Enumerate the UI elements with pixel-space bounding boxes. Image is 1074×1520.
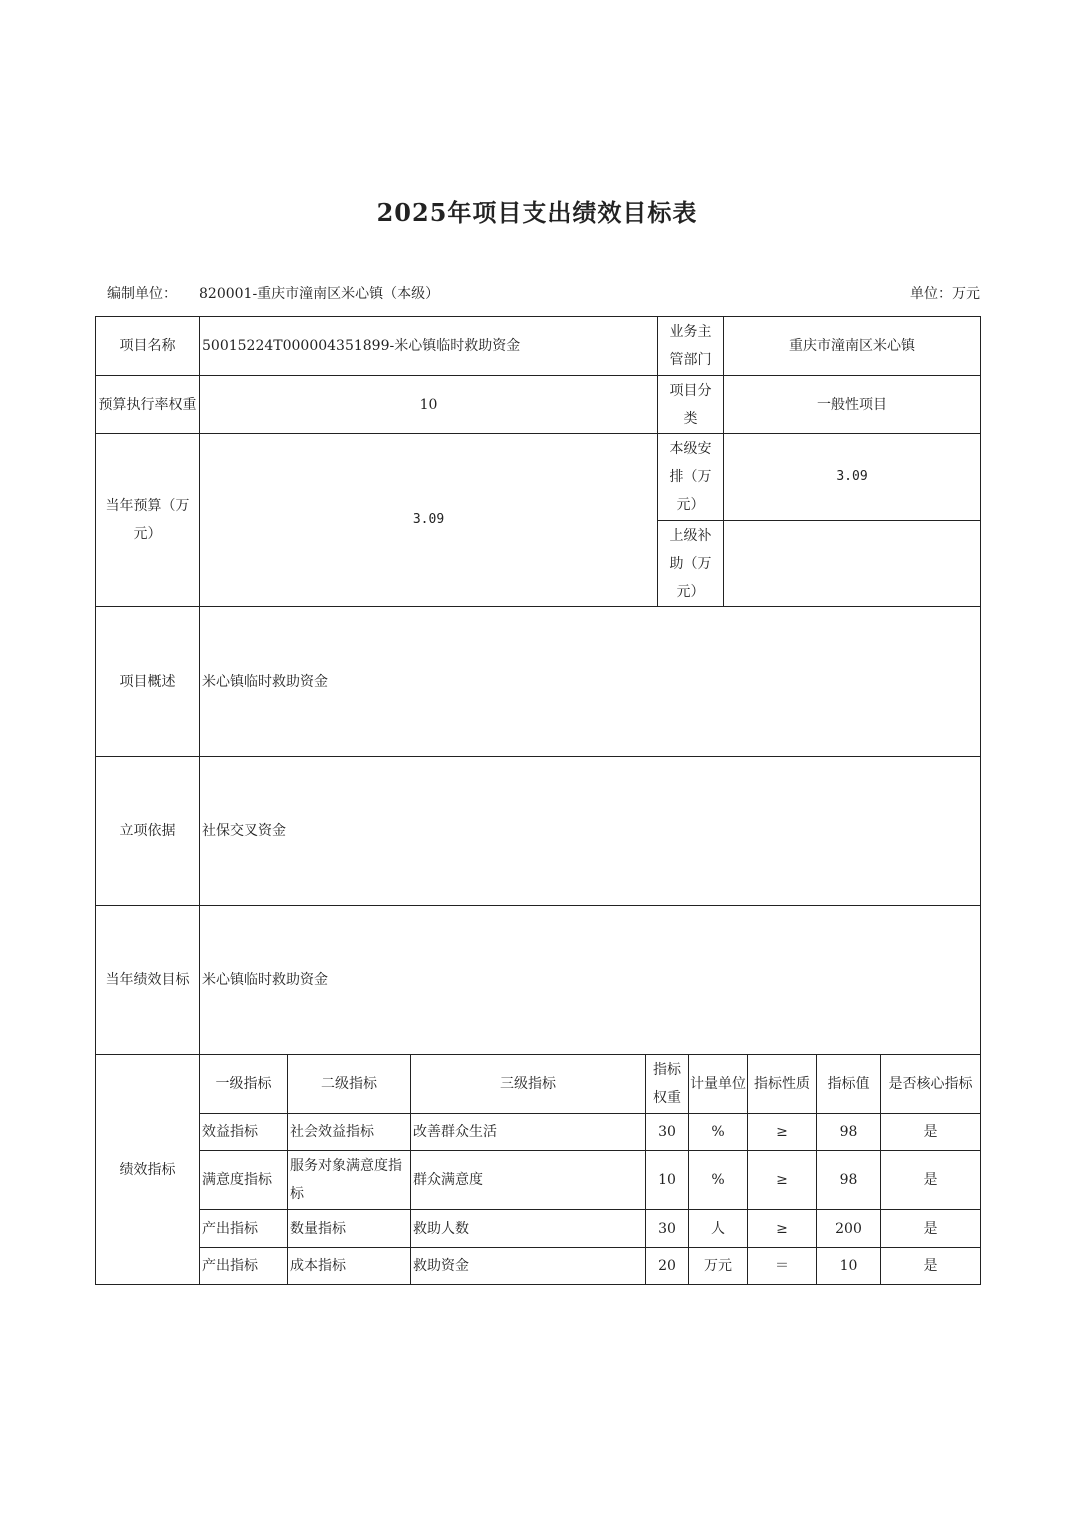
indicator-cell: 10 <box>658 1172 676 1188</box>
indicator-cell: 10 <box>839 1258 858 1274</box>
indicators-label: 绩效指标 <box>119 1161 176 1178</box>
col-header: 是否核心指标 <box>888 1076 973 1092</box>
grid-line <box>980 316 981 1285</box>
indicator-cell: 是 <box>923 1124 938 1140</box>
indicator-cell: ≥ <box>776 1172 788 1188</box>
indicator-cell: 成本指标 <box>290 1258 346 1274</box>
page-title: 2025年项目支出绩效目标表 <box>376 198 698 227</box>
compiling-unit <box>107 283 439 303</box>
indicator-cell: % <box>711 1124 725 1140</box>
indicator-cell: 服务对象满意度指标 <box>290 1158 402 1202</box>
indicator-cell: 30 <box>658 1124 676 1140</box>
compiling-unit-value: 820001-重庆市潼南区米心镇（本级） <box>199 286 440 302</box>
goal-label: 当年绩效目标 <box>105 972 190 988</box>
indicator-cell: 20 <box>658 1258 676 1274</box>
indicator-cell: 效益指标 <box>202 1124 258 1140</box>
overview-value: 米心镇临时救助资金 <box>202 673 328 690</box>
indicator-cell: 群众满意度 <box>413 1172 483 1188</box>
budget-label: 当年预算（万元） <box>105 498 190 542</box>
basis-value: 社保交叉资金 <box>202 823 286 839</box>
superior-value <box>724 521 980 606</box>
col-header: 指标权重 <box>653 1062 681 1106</box>
project-name-label: 项目名称 <box>119 338 176 354</box>
col-header: 计量单位 <box>690 1076 746 1092</box>
indicator-cell: 98 <box>839 1172 858 1188</box>
indicator-cell: 产出指标 <box>202 1220 258 1237</box>
local-label: 本级安排（万元） <box>669 441 712 513</box>
superior-label: 上级补助（万元） <box>669 527 712 600</box>
overview-label: 项目概述 <box>119 673 176 690</box>
indicator-cell: 产出指标 <box>202 1258 258 1274</box>
indicator-cell: 救助资金 <box>413 1258 469 1274</box>
indicator-cell: 30 <box>658 1220 676 1237</box>
indicator-cell: 数量指标 <box>290 1220 346 1237</box>
indicator-cell: 是 <box>923 1172 938 1188</box>
indicator-cell: 万元 <box>704 1258 732 1274</box>
rate-value: 10 <box>419 396 438 413</box>
local-value: 3.09 <box>836 469 868 484</box>
col-header: 三级指标 <box>500 1076 556 1092</box>
category-value: 一般性项目 <box>817 396 887 413</box>
indicator-cell: 是 <box>923 1258 938 1274</box>
col-header: 指标值 <box>827 1076 870 1092</box>
col-header: 二级指标 <box>321 1076 377 1092</box>
indicator-cell: 98 <box>839 1124 858 1140</box>
rate-label: 预算执行率权重 <box>98 396 197 413</box>
basis-label: 立项依据 <box>119 823 176 839</box>
indicator-cell: 改善群众生活 <box>413 1124 497 1140</box>
grid-line <box>95 1284 981 1285</box>
category-label: 项目分类 <box>669 382 712 427</box>
dept-label: 业务主管部门 <box>669 324 712 368</box>
indicator-cell: 满意度指标 <box>202 1172 272 1188</box>
indicator-cell: 救助人数 <box>413 1220 469 1237</box>
header-row <box>107 283 980 303</box>
indicator-cell: ≥ <box>776 1220 788 1237</box>
col-header: 一级指标 <box>215 1076 272 1092</box>
indicator-cell: ＝ <box>775 1258 789 1274</box>
indicator-cell: 人 <box>711 1220 725 1237</box>
indicator-cell: 是 <box>923 1220 938 1237</box>
indicator-cell: 200 <box>835 1220 862 1237</box>
indicator-cell: ≥ <box>776 1124 788 1140</box>
compiling-unit-label: 编制单位： <box>107 286 177 302</box>
indicator-cell: % <box>711 1172 725 1188</box>
col-header: 指标性质 <box>754 1076 810 1092</box>
goal-value: 米心镇临时救助资金 <box>202 972 328 988</box>
indicator-cell: 社会效益指标 <box>290 1124 374 1140</box>
dept-value: 重庆市潼南区米心镇 <box>789 338 915 354</box>
budget-value: 3.09 <box>412 512 445 527</box>
currency-unit: 单位：万元 <box>910 286 980 302</box>
project-name-value: 50015224T000004351899-米心镇临时救助资金 <box>202 338 521 354</box>
